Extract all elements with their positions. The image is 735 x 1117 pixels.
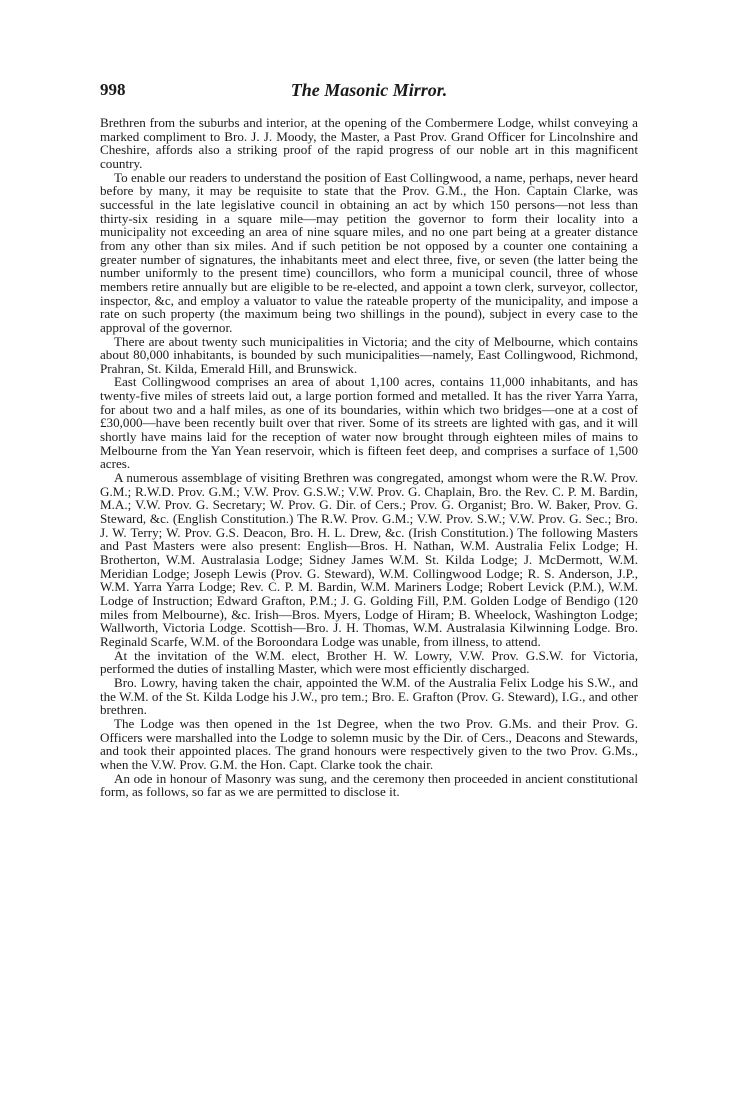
paragraph: To enable our readers to understand the position of East Collingwood, a name, perhaps, never heard before by many, it may be requisite to state that the Prov. G.M., the Hon. Captain Clarke, was successful in the late legislative council in obtaining an act by which 150 persons—not less than thirty-six residing in a square mile—may petition the governor to form their locality into a municipality not exceeding an area of nine square miles, and no one part being at a greater distance from any other than six miles. And if such petition be not opposed by a counter one containing a greater number of signatures, the inhabitants meet and elect three, five, or seven (the latter being the number uniformly to the present time) councillors, who form a municipal council, three of whose members retire annually but are eligible to be re-elected, and appoint a town clerk, surveyor, collector, inspector, &c, and employ a valuator to value the rateable property of the municipality, and impose a rate on such property (the maximum being two shillings in the pound), subject in every case to the approval of the governor.: [100, 169, 638, 335]
paragraph: There are about twenty such municipalities in Victoria; and the city of Melbourne, which contains about 80,000 inhabitants, is bounded by such municipalities—namely, East Collingwood, Richmond, Prahran, St. Kilda, Emerald Hill, and Brunswick.: [100, 333, 638, 376]
paragraph: East Collingwood comprises an area of about 1,100 acres, contains 11,000 inhabitants, and has twenty-five miles of streets laid out, a large portion formed and metalled. It has the river Yarra Yarra, for about two and a half miles, as one of its boundaries, within which two bridges—one at a cost of £30,000—have been recently built over that river. Some of its streets are lighted with gas, and it will shortly have mains laid for the reception of water now brought through eighteen miles of mains to Melbourne from the Yan Yean reservoir, which is fifteen feet deep, and comprises a surface of 1,500 acres.: [100, 374, 638, 472]
page-number: 998: [100, 80, 126, 99]
paragraph: An ode in honour of Masonry was sung, and the ceremony then proceeded in ancient constitutional form, as follows, so far as we are permitted to disclose it.: [100, 770, 638, 800]
paragraph: The Lodge was then opened in the 1st Degree, when the two Prov. G.Ms. and their Prov. G. Officers were marshalled into the Lodge to solemn music by the Dir. of Cers., Deacons and Stewards, and took their appointed places. The grand honours were respectively given to the two Prov. G.Ms., when the V.W. Prov. G.M. the Hon. Capt. Clarke took the chair.: [100, 715, 638, 772]
paragraph: Brethren from the suburbs and interior, at the opening of the Combermere Lodge, whilst conveying a marked compliment to Bro. J. J. Moody, the Master, a Past Prov. Grand Officer for Lincolnshire and Cheshire, affords also a striking proof of the rapid progress of our noble art in this magnificent country.: [100, 115, 638, 171]
document-page: [100, 80, 638, 799]
running-title: The Masonic Mirror.: [290, 80, 448, 100]
paragraph: At the invitation of the W.M. elect, Brother H. W. Lowry, V.W. Prov. G.S.W. for Victoria, performed the duties of installing Master, which were most efficiently discharged.: [100, 647, 638, 677]
page-header: [100, 80, 638, 102]
paragraph: A numerous assemblage of visiting Brethren was congregated, amongst whom were the R.W. Prov. G.M.; R.W.D. Prov. G.M.; V.W. Prov. G.S.W.; V.W. Prov. G. Chaplain, Bro. the Rev. C. P. M. Bardin, M.A.; V.W. Prov. G. Secretary; W. Prov. G. Dir. of Cers.; Prov. G. Organist; Bro. W. Baker, Prov. G. Steward, &c. (English Constitution.) The R.W. Prov. G.M.; V.W. Prov. S.W.; V.W. Prov. G. Sec.; Bro. J. W. Terry; W. Prov. G.S. Deacon, Bro. H. L. Drew, &c. (Irish Constitution.) The following Masters and Past Masters were also present: English—Bros. H. Nathan, W.M. Australia Felix Lodge; H. Brotherton, W.M. Australasia Lodge; Sidney James W.M. St. Kilda Lodge; J. McDermott, W.M. Meridian Lodge; Joseph Lewis (Prov. G. Steward), W.M. Collingwood Lodge; R. S. Anderson, J.P., W.M. Yarra Yarra Lodge; Rev. C. P. M. Bardin, W.M. Mariners Lodge; Robert Levick (P.M.), W.M. Lodge of Instruction; Edward Grafton, P.M.; J. G. Golding Fill, P.M. Golden Lodge of Bendigo (120 miles from Melbourne), &c. Irish—Bros. Myers, Lodge of Hiram; B. Wheelock, Washington Lodge; Wallworth, Victoria Lodge. Scottish—Bro. J. H. Thomas, W.M. Australasia Kilwinning Lodge. Bro. Reginald Scarfe, W.M. of the Boroondara Lodge was unable, from illness, to attend.: [100, 470, 638, 649]
article-body: [100, 116, 638, 799]
paragraph: Bro. Lowry, having taken the chair, appointed the W.M. of the Australia Felix Lodge his S.W., and the W.M. of the St. Kilda Lodge his J.W., pro tem.; Bro. E. Grafton (Prov. G. Steward), I.G., and other brethren.: [100, 674, 638, 718]
